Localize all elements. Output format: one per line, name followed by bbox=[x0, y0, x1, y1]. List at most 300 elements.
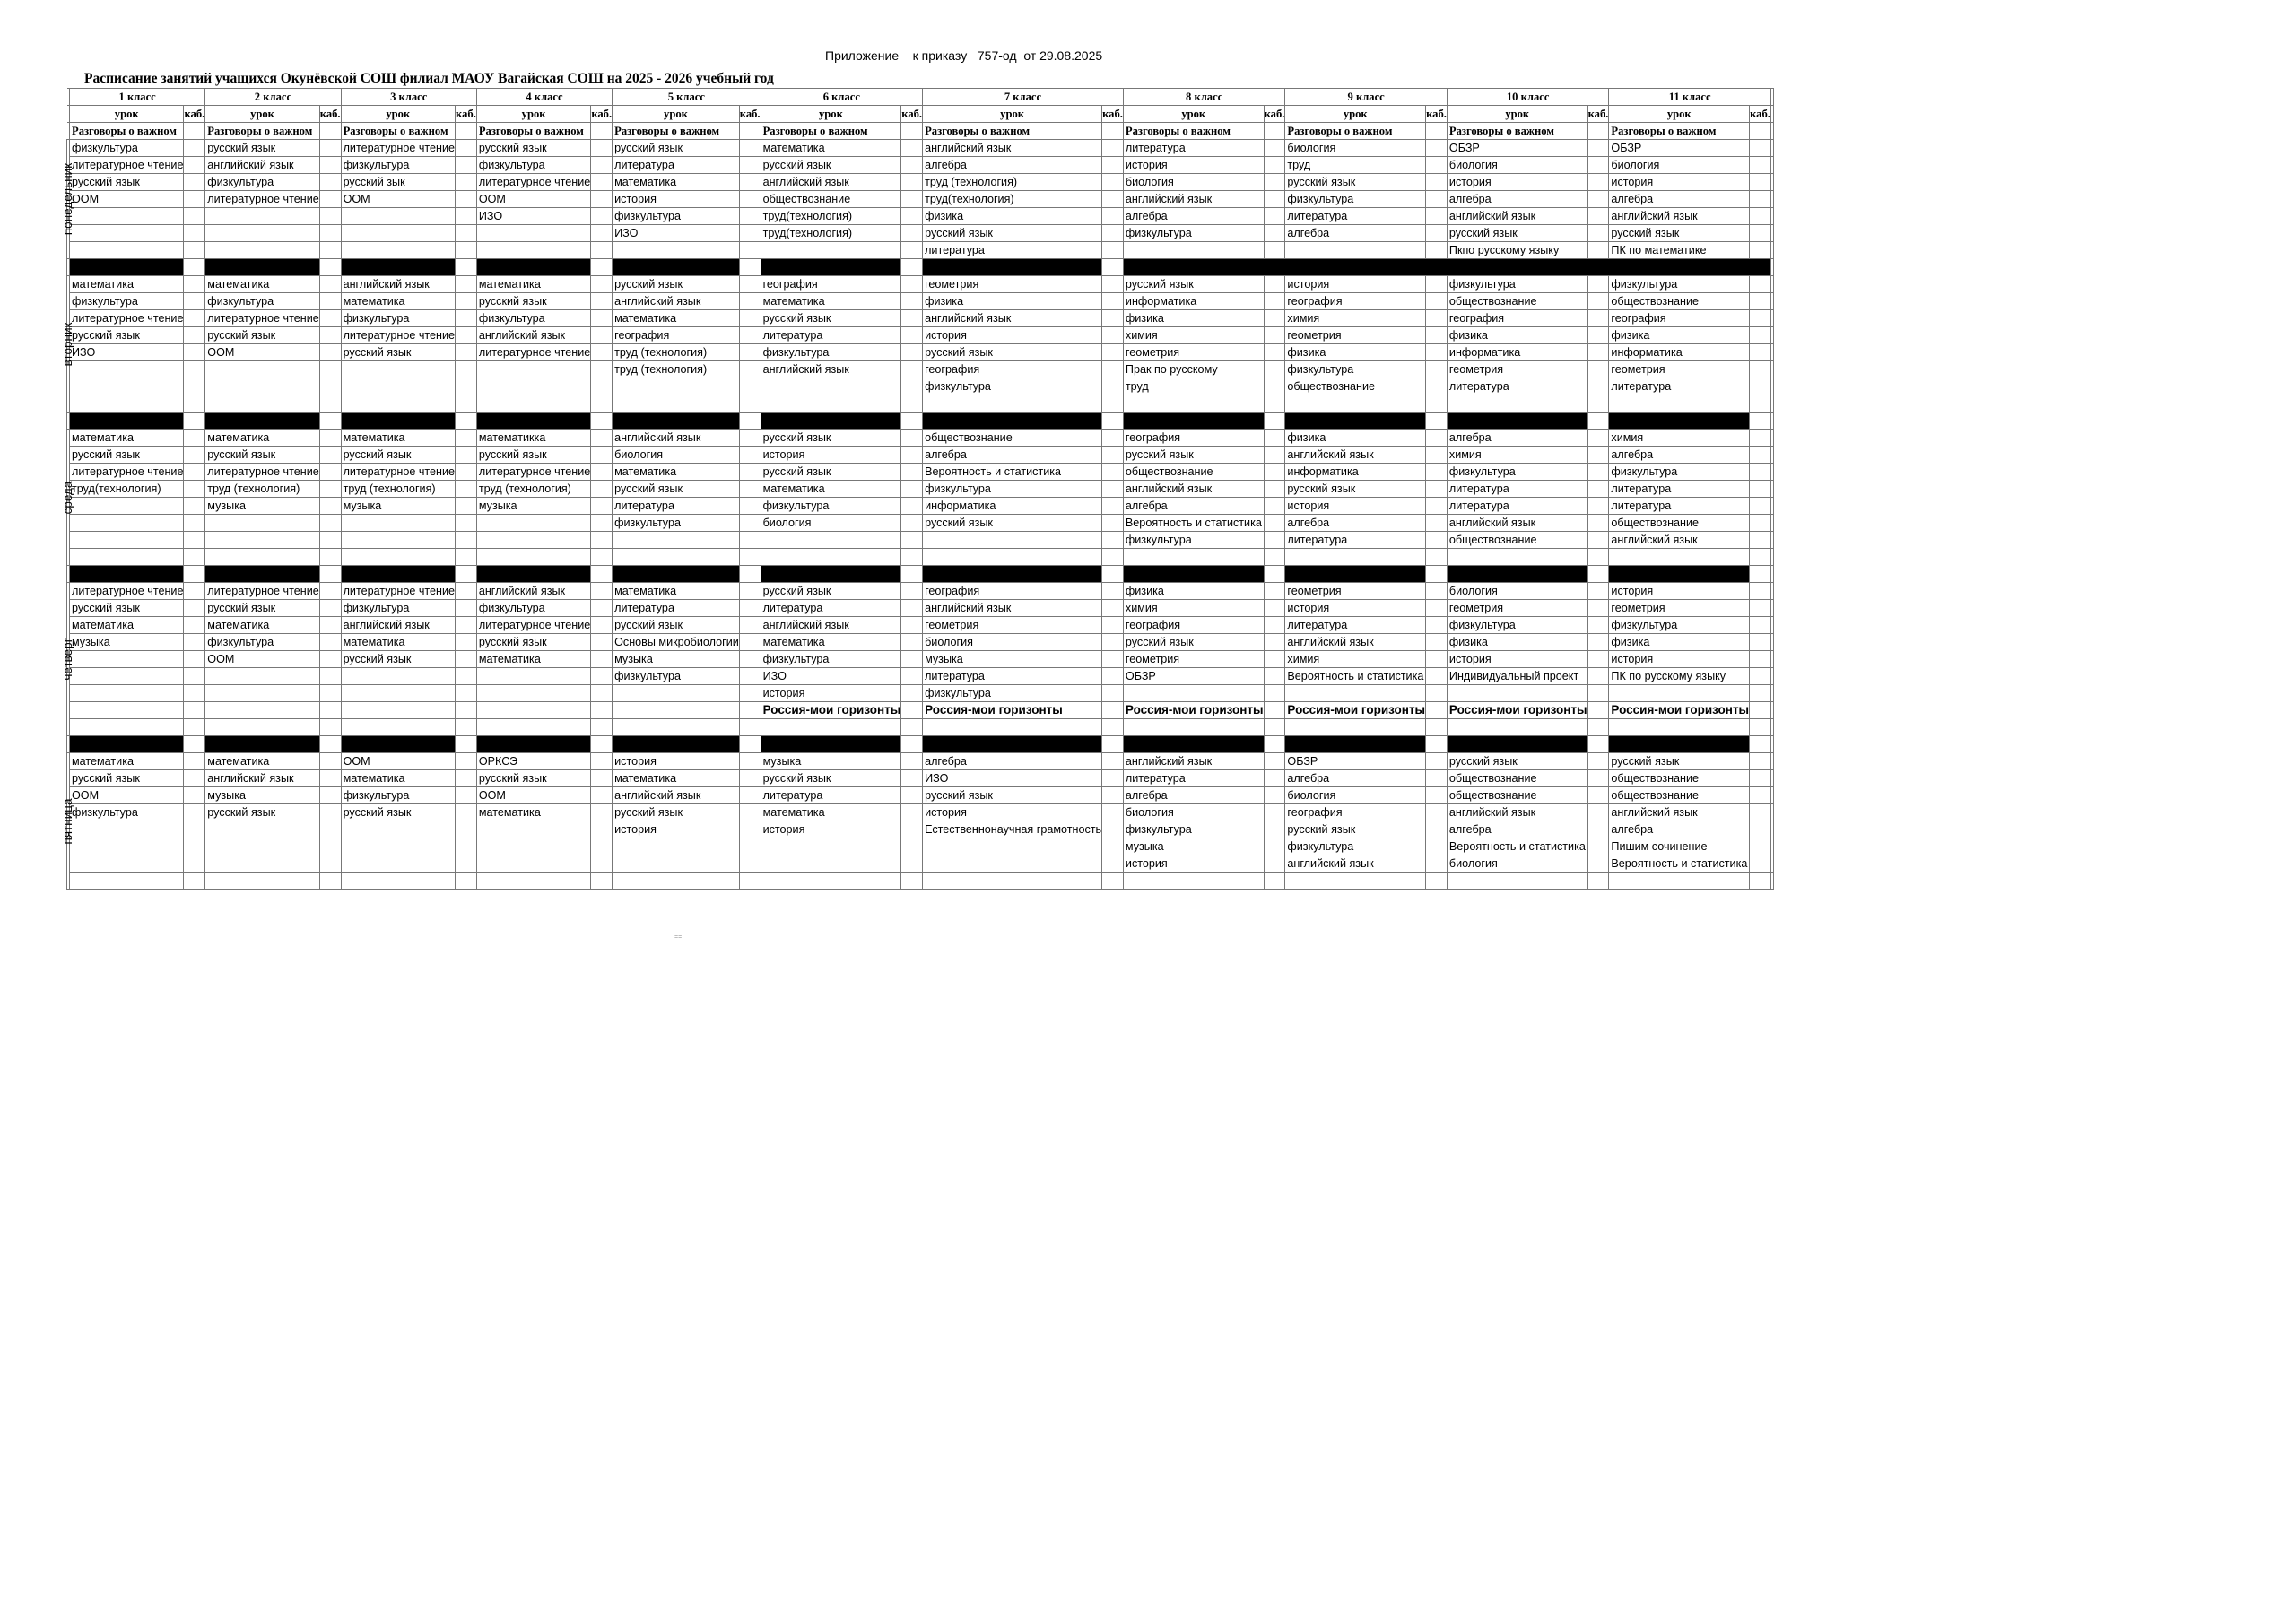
room-header: каб. bbox=[591, 106, 613, 123]
spare-cell bbox=[1770, 787, 1773, 804]
lesson-row bbox=[67, 532, 1774, 549]
lesson-cell: физкультура bbox=[923, 481, 1102, 498]
day-label: четверг bbox=[61, 638, 74, 681]
lesson-row bbox=[67, 804, 1774, 821]
separator-bar bbox=[613, 736, 740, 753]
lesson-cell bbox=[341, 532, 455, 549]
lesson-cell: Вероятность и статистика bbox=[1447, 838, 1587, 855]
lesson-cell: английский язык bbox=[205, 157, 319, 174]
separator-bar bbox=[761, 259, 901, 276]
room-cell bbox=[456, 787, 477, 804]
lesson-cell: английский язык bbox=[1285, 447, 1426, 464]
room-cell bbox=[739, 293, 761, 310]
lesson-cell: труд(технология) bbox=[923, 191, 1102, 208]
day-label-cell bbox=[61, 583, 74, 736]
lesson-cell: физкультура bbox=[1123, 821, 1264, 838]
room-cell bbox=[1587, 293, 1609, 310]
room-cell bbox=[456, 361, 477, 378]
separator-gap bbox=[319, 413, 341, 430]
room-cell bbox=[1750, 208, 1771, 225]
room-cell bbox=[1102, 191, 1124, 208]
lesson-cell bbox=[476, 395, 590, 413]
lesson-cell bbox=[1285, 395, 1426, 413]
room-cell bbox=[1587, 651, 1609, 668]
lesson-cell: литература bbox=[761, 327, 901, 344]
room-cell bbox=[319, 464, 341, 481]
room-cell bbox=[184, 242, 205, 259]
lesson-row bbox=[67, 225, 1774, 242]
room-cell bbox=[901, 702, 923, 719]
lesson-cell: геометрия bbox=[1123, 651, 1264, 668]
lesson-row bbox=[67, 634, 1774, 651]
room-header: каб. bbox=[1750, 106, 1771, 123]
room-cell bbox=[319, 123, 341, 140]
lesson-cell bbox=[761, 395, 901, 413]
lesson-cell: математика bbox=[476, 276, 590, 293]
razgovory-cell: Разговоры о важном bbox=[1285, 123, 1426, 140]
room-cell bbox=[739, 123, 761, 140]
room-cell bbox=[1587, 515, 1609, 532]
day-label: вторник bbox=[61, 322, 74, 366]
footer-mark: == bbox=[674, 934, 683, 941]
room-cell bbox=[901, 276, 923, 293]
room-cell bbox=[901, 481, 923, 498]
room-cell bbox=[1264, 770, 1285, 787]
lesson-cell bbox=[476, 821, 590, 838]
lesson-row bbox=[67, 651, 1774, 668]
lesson-cell: литература bbox=[923, 668, 1102, 685]
room-cell bbox=[1102, 464, 1124, 481]
separator-bar bbox=[70, 736, 184, 753]
room-cell bbox=[1102, 242, 1124, 259]
lesson-cell bbox=[613, 838, 740, 855]
lesson-cell: биология bbox=[1285, 787, 1426, 804]
lesson-cell bbox=[70, 873, 184, 890]
room-cell bbox=[739, 208, 761, 225]
room-cell bbox=[1264, 140, 1285, 157]
room-cell bbox=[1750, 481, 1771, 498]
lesson-cell: химия bbox=[1609, 430, 1750, 447]
room-cell bbox=[1264, 157, 1285, 174]
class-header: 3 класс bbox=[341, 89, 476, 106]
lesson-row bbox=[67, 276, 1774, 293]
spare-cell bbox=[1770, 447, 1773, 464]
lesson-cell bbox=[205, 549, 319, 566]
room-cell bbox=[901, 600, 923, 617]
room-cell bbox=[1750, 702, 1771, 719]
room-cell bbox=[1426, 464, 1448, 481]
lesson-cell: русский язык bbox=[1123, 276, 1264, 293]
room-cell bbox=[739, 821, 761, 838]
lesson-cell bbox=[341, 838, 455, 855]
room-cell bbox=[1426, 617, 1448, 634]
separator-gap bbox=[901, 566, 923, 583]
room-cell bbox=[1426, 310, 1448, 327]
lesson-cell bbox=[613, 549, 740, 566]
room-cell bbox=[1426, 225, 1448, 242]
lesson-cell: литература bbox=[1447, 481, 1587, 498]
lesson-cell: английский язык bbox=[761, 174, 901, 191]
separator-bar bbox=[761, 736, 901, 753]
room-cell bbox=[591, 753, 613, 770]
lesson-cell bbox=[476, 242, 590, 259]
spare-cell bbox=[1770, 736, 1773, 753]
room-cell bbox=[184, 719, 205, 736]
room-cell bbox=[739, 804, 761, 821]
spare-cell bbox=[1770, 242, 1773, 259]
day-separator-row bbox=[67, 736, 1774, 753]
room-cell bbox=[1426, 276, 1448, 293]
lesson-cell bbox=[70, 651, 184, 668]
lesson-cell: обществознание bbox=[1447, 787, 1587, 804]
lesson-cell bbox=[205, 668, 319, 685]
lesson-row bbox=[67, 600, 1774, 617]
room-cell bbox=[1587, 174, 1609, 191]
room-cell bbox=[319, 685, 341, 702]
room-cell bbox=[901, 225, 923, 242]
room-cell bbox=[1264, 361, 1285, 378]
room-cell bbox=[901, 617, 923, 634]
lesson-row bbox=[67, 821, 1774, 838]
lesson-cell: алгебра bbox=[1609, 821, 1750, 838]
lesson-cell: английский язык bbox=[476, 583, 590, 600]
lesson-cell: литературное чтение bbox=[476, 464, 590, 481]
lesson-cell bbox=[205, 685, 319, 702]
lesson-row bbox=[67, 327, 1774, 344]
lesson-cell: английский язык bbox=[923, 600, 1102, 617]
room-cell bbox=[1264, 634, 1285, 651]
lesson-cell: физкультура bbox=[761, 651, 901, 668]
lesson-cell bbox=[1609, 549, 1750, 566]
lesson-cell: английский язык bbox=[761, 617, 901, 634]
room-cell bbox=[184, 873, 205, 890]
lesson-cell: музыка bbox=[341, 498, 455, 515]
lesson-cell: Вероятность и статистика bbox=[1123, 515, 1264, 532]
room-cell bbox=[184, 140, 205, 157]
room-cell bbox=[184, 515, 205, 532]
spare-cell bbox=[1770, 583, 1773, 600]
room-cell bbox=[1587, 600, 1609, 617]
spare-cell bbox=[1770, 225, 1773, 242]
room-cell bbox=[901, 873, 923, 890]
lesson-cell bbox=[205, 838, 319, 855]
separator-bar bbox=[70, 259, 184, 276]
room-cell bbox=[184, 208, 205, 225]
separator-gap bbox=[319, 736, 341, 753]
lesson-row bbox=[67, 685, 1774, 702]
lesson-row bbox=[67, 838, 1774, 855]
room-cell bbox=[456, 293, 477, 310]
lesson-cell bbox=[1285, 873, 1426, 890]
separator-gap bbox=[591, 259, 613, 276]
room-cell bbox=[319, 395, 341, 413]
room-cell bbox=[1264, 430, 1285, 447]
razgovory-cell: Разговоры о важном bbox=[1447, 123, 1587, 140]
lesson-cell: физкультура bbox=[613, 515, 740, 532]
lesson-cell: география bbox=[613, 327, 740, 344]
room-cell bbox=[1587, 157, 1609, 174]
separator-gap bbox=[1102, 736, 1124, 753]
room-cell bbox=[591, 140, 613, 157]
room-cell bbox=[456, 702, 477, 719]
room-cell bbox=[184, 498, 205, 515]
lesson-cell: английский язык bbox=[1285, 634, 1426, 651]
lesson-cell bbox=[1285, 549, 1426, 566]
room-cell bbox=[456, 821, 477, 838]
room-cell bbox=[184, 617, 205, 634]
room-cell bbox=[456, 344, 477, 361]
room-cell bbox=[1102, 310, 1124, 327]
lesson-cell: русский язык bbox=[205, 447, 319, 464]
room-cell bbox=[184, 123, 205, 140]
room-cell bbox=[1102, 293, 1124, 310]
lesson-header: урок bbox=[761, 106, 901, 123]
room-cell bbox=[1264, 532, 1285, 549]
room-cell bbox=[456, 583, 477, 600]
lesson-cell: обществознание bbox=[1447, 532, 1587, 549]
class-header: 8 класс bbox=[1123, 89, 1285, 106]
room-cell bbox=[1750, 378, 1771, 395]
separator-bar bbox=[1123, 413, 1264, 430]
room-cell bbox=[1750, 668, 1771, 685]
lesson-cell: труд bbox=[1285, 157, 1426, 174]
lesson-cell: ООМ bbox=[70, 787, 184, 804]
room-cell bbox=[1587, 225, 1609, 242]
room-cell bbox=[319, 344, 341, 361]
lesson-cell: литературное чтение bbox=[341, 464, 455, 481]
spare-cell bbox=[1770, 753, 1773, 770]
room-cell bbox=[319, 430, 341, 447]
room-cell bbox=[739, 685, 761, 702]
separator-gap bbox=[901, 413, 923, 430]
separator-gap bbox=[1102, 566, 1124, 583]
lesson-cell bbox=[476, 378, 590, 395]
room-cell bbox=[1102, 651, 1124, 668]
lesson-cell: математика bbox=[761, 140, 901, 157]
room-cell bbox=[591, 208, 613, 225]
room-cell bbox=[591, 617, 613, 634]
lesson-cell: литературное чтение bbox=[70, 464, 184, 481]
lesson-cell: Вероятность и статистика bbox=[1609, 855, 1750, 873]
room-cell bbox=[591, 668, 613, 685]
lesson-cell: Россия-мои горизонты bbox=[761, 702, 901, 719]
separator-bar bbox=[205, 259, 319, 276]
room-cell bbox=[1587, 395, 1609, 413]
room-cell bbox=[1587, 208, 1609, 225]
separator-bar bbox=[923, 413, 1102, 430]
lesson-cell: физика bbox=[923, 293, 1102, 310]
lesson-cell: физкультура bbox=[341, 310, 455, 327]
room-cell bbox=[319, 873, 341, 890]
lesson-cell: Россия-мои горизонты bbox=[1123, 702, 1264, 719]
room-cell bbox=[1587, 617, 1609, 634]
lesson-cell: математика bbox=[613, 310, 740, 327]
lesson-cell bbox=[1447, 873, 1587, 890]
room-cell bbox=[1426, 191, 1448, 208]
lesson-cell: ООМ bbox=[341, 753, 455, 770]
lesson-cell: труд bbox=[1123, 378, 1264, 395]
lesson-cell: обществознание bbox=[1285, 378, 1426, 395]
lesson-cell: геометрия bbox=[1609, 600, 1750, 617]
room-cell bbox=[739, 191, 761, 208]
room-cell bbox=[184, 293, 205, 310]
room-cell bbox=[901, 174, 923, 191]
room-cell bbox=[456, 430, 477, 447]
room-cell bbox=[319, 719, 341, 736]
room-cell bbox=[1587, 804, 1609, 821]
spare-cell bbox=[1770, 634, 1773, 651]
lesson-cell: физкультура bbox=[476, 600, 590, 617]
room-cell bbox=[1426, 873, 1448, 890]
lesson-cell: труд (технология) bbox=[476, 481, 590, 498]
room-cell bbox=[739, 498, 761, 515]
lesson-cell: история bbox=[761, 685, 901, 702]
room-cell bbox=[591, 293, 613, 310]
lesson-cell: история bbox=[613, 191, 740, 208]
lesson-cell: математика bbox=[761, 293, 901, 310]
lesson-cell: музыка bbox=[761, 753, 901, 770]
room-cell bbox=[456, 242, 477, 259]
schedule-table bbox=[61, 88, 1774, 890]
lesson-row bbox=[67, 157, 1774, 174]
lesson-cell: литература bbox=[923, 242, 1102, 259]
room-cell bbox=[901, 361, 923, 378]
room-cell bbox=[1750, 361, 1771, 378]
page-title: Расписание занятий учащихся Окунёвской СОШ филиал МАОУ Вагайская СОШ на 2025 - 2026 учебный год bbox=[84, 71, 774, 86]
razgovory-row bbox=[67, 123, 1774, 140]
lesson-cell: физкультура bbox=[761, 498, 901, 515]
room-cell bbox=[1264, 498, 1285, 515]
lesson-cell bbox=[476, 855, 590, 873]
lesson-cell: география bbox=[1123, 430, 1264, 447]
separator-bar bbox=[1447, 413, 1587, 430]
lesson-cell: ОБЗР bbox=[1609, 140, 1750, 157]
lesson-cell: труд (технология) bbox=[613, 344, 740, 361]
separator-bar bbox=[923, 736, 1102, 753]
lesson-cell: физкультура bbox=[476, 157, 590, 174]
lesson-cell: алгебра bbox=[1447, 191, 1587, 208]
lesson-cell bbox=[205, 702, 319, 719]
room-cell bbox=[739, 276, 761, 293]
lesson-cell bbox=[1447, 395, 1587, 413]
room-cell bbox=[739, 873, 761, 890]
room-cell bbox=[456, 464, 477, 481]
room-cell bbox=[184, 787, 205, 804]
lesson-row bbox=[67, 873, 1774, 890]
lesson-cell: ИЗО bbox=[761, 668, 901, 685]
lesson-cell bbox=[70, 838, 184, 855]
lesson-cell: физкультура bbox=[1609, 276, 1750, 293]
lesson-cell bbox=[1285, 719, 1426, 736]
room-cell bbox=[1750, 498, 1771, 515]
room-cell bbox=[1102, 668, 1124, 685]
lesson-cell: музыка bbox=[70, 634, 184, 651]
lesson-cell: литературное чтение bbox=[476, 174, 590, 191]
room-cell bbox=[1426, 855, 1448, 873]
lesson-cell: русский язык bbox=[1447, 753, 1587, 770]
room-cell bbox=[901, 804, 923, 821]
room-cell bbox=[1750, 191, 1771, 208]
room-cell bbox=[1587, 123, 1609, 140]
room-cell bbox=[1587, 719, 1609, 736]
room-cell bbox=[456, 873, 477, 890]
lesson-cell bbox=[341, 855, 455, 873]
separator-gap bbox=[456, 413, 477, 430]
room-cell bbox=[1426, 481, 1448, 498]
spare-cell bbox=[1770, 515, 1773, 532]
room-cell bbox=[1587, 344, 1609, 361]
lesson-cell: русский язык bbox=[613, 617, 740, 634]
lesson-cell bbox=[70, 395, 184, 413]
room-cell bbox=[319, 821, 341, 838]
razgovory-cell: Разговоры о важном bbox=[1123, 123, 1264, 140]
lesson-cell bbox=[923, 532, 1102, 549]
separator-bar bbox=[205, 736, 319, 753]
spare-cell bbox=[1770, 157, 1773, 174]
room-cell bbox=[184, 225, 205, 242]
room-cell bbox=[901, 668, 923, 685]
room-cell bbox=[319, 549, 341, 566]
room-header: каб. bbox=[901, 106, 923, 123]
room-cell bbox=[319, 481, 341, 498]
room-cell bbox=[1750, 532, 1771, 549]
lesson-cell: труд(технология) bbox=[70, 481, 184, 498]
spare-cell bbox=[1770, 821, 1773, 838]
lesson-cell bbox=[923, 719, 1102, 736]
lesson-cell: литературное чтение bbox=[341, 140, 455, 157]
lesson-cell bbox=[70, 532, 184, 549]
lesson-cell: Вероятность и статистика bbox=[1285, 668, 1426, 685]
lesson-cell: русский язык bbox=[70, 600, 184, 617]
room-cell bbox=[1426, 719, 1448, 736]
lesson-cell bbox=[70, 702, 184, 719]
lesson-cell: биология bbox=[1447, 855, 1587, 873]
room-cell bbox=[901, 634, 923, 651]
lesson-row bbox=[67, 668, 1774, 685]
room-cell bbox=[591, 430, 613, 447]
room-cell bbox=[739, 327, 761, 344]
room-cell bbox=[739, 600, 761, 617]
spare-cell bbox=[1770, 191, 1773, 208]
room-cell bbox=[1264, 344, 1285, 361]
room-cell bbox=[901, 549, 923, 566]
room-cell bbox=[184, 821, 205, 838]
lesson-row bbox=[67, 770, 1774, 787]
lesson-cell bbox=[476, 515, 590, 532]
lesson-cell: ПК по математике bbox=[1609, 242, 1750, 259]
room-cell bbox=[1426, 685, 1448, 702]
room-cell bbox=[1750, 617, 1771, 634]
lesson-cell: география bbox=[1285, 293, 1426, 310]
lesson-cell bbox=[205, 873, 319, 890]
lesson-cell: русский язык bbox=[476, 140, 590, 157]
room-cell bbox=[591, 685, 613, 702]
room-cell bbox=[1264, 327, 1285, 344]
lesson-cell bbox=[341, 225, 455, 242]
room-cell bbox=[1750, 634, 1771, 651]
lesson-cell: математика bbox=[70, 430, 184, 447]
lesson-cell: русский язык bbox=[613, 481, 740, 498]
room-cell bbox=[1102, 430, 1124, 447]
lesson-cell: русский язык bbox=[1447, 225, 1587, 242]
separator-gap bbox=[591, 566, 613, 583]
room-cell bbox=[1587, 753, 1609, 770]
lesson-cell: физика bbox=[1609, 327, 1750, 344]
room-cell bbox=[1750, 447, 1771, 464]
lesson-cell: алгебра bbox=[1285, 515, 1426, 532]
lesson-cell: литературное чтение bbox=[476, 617, 590, 634]
room-cell bbox=[1587, 532, 1609, 549]
